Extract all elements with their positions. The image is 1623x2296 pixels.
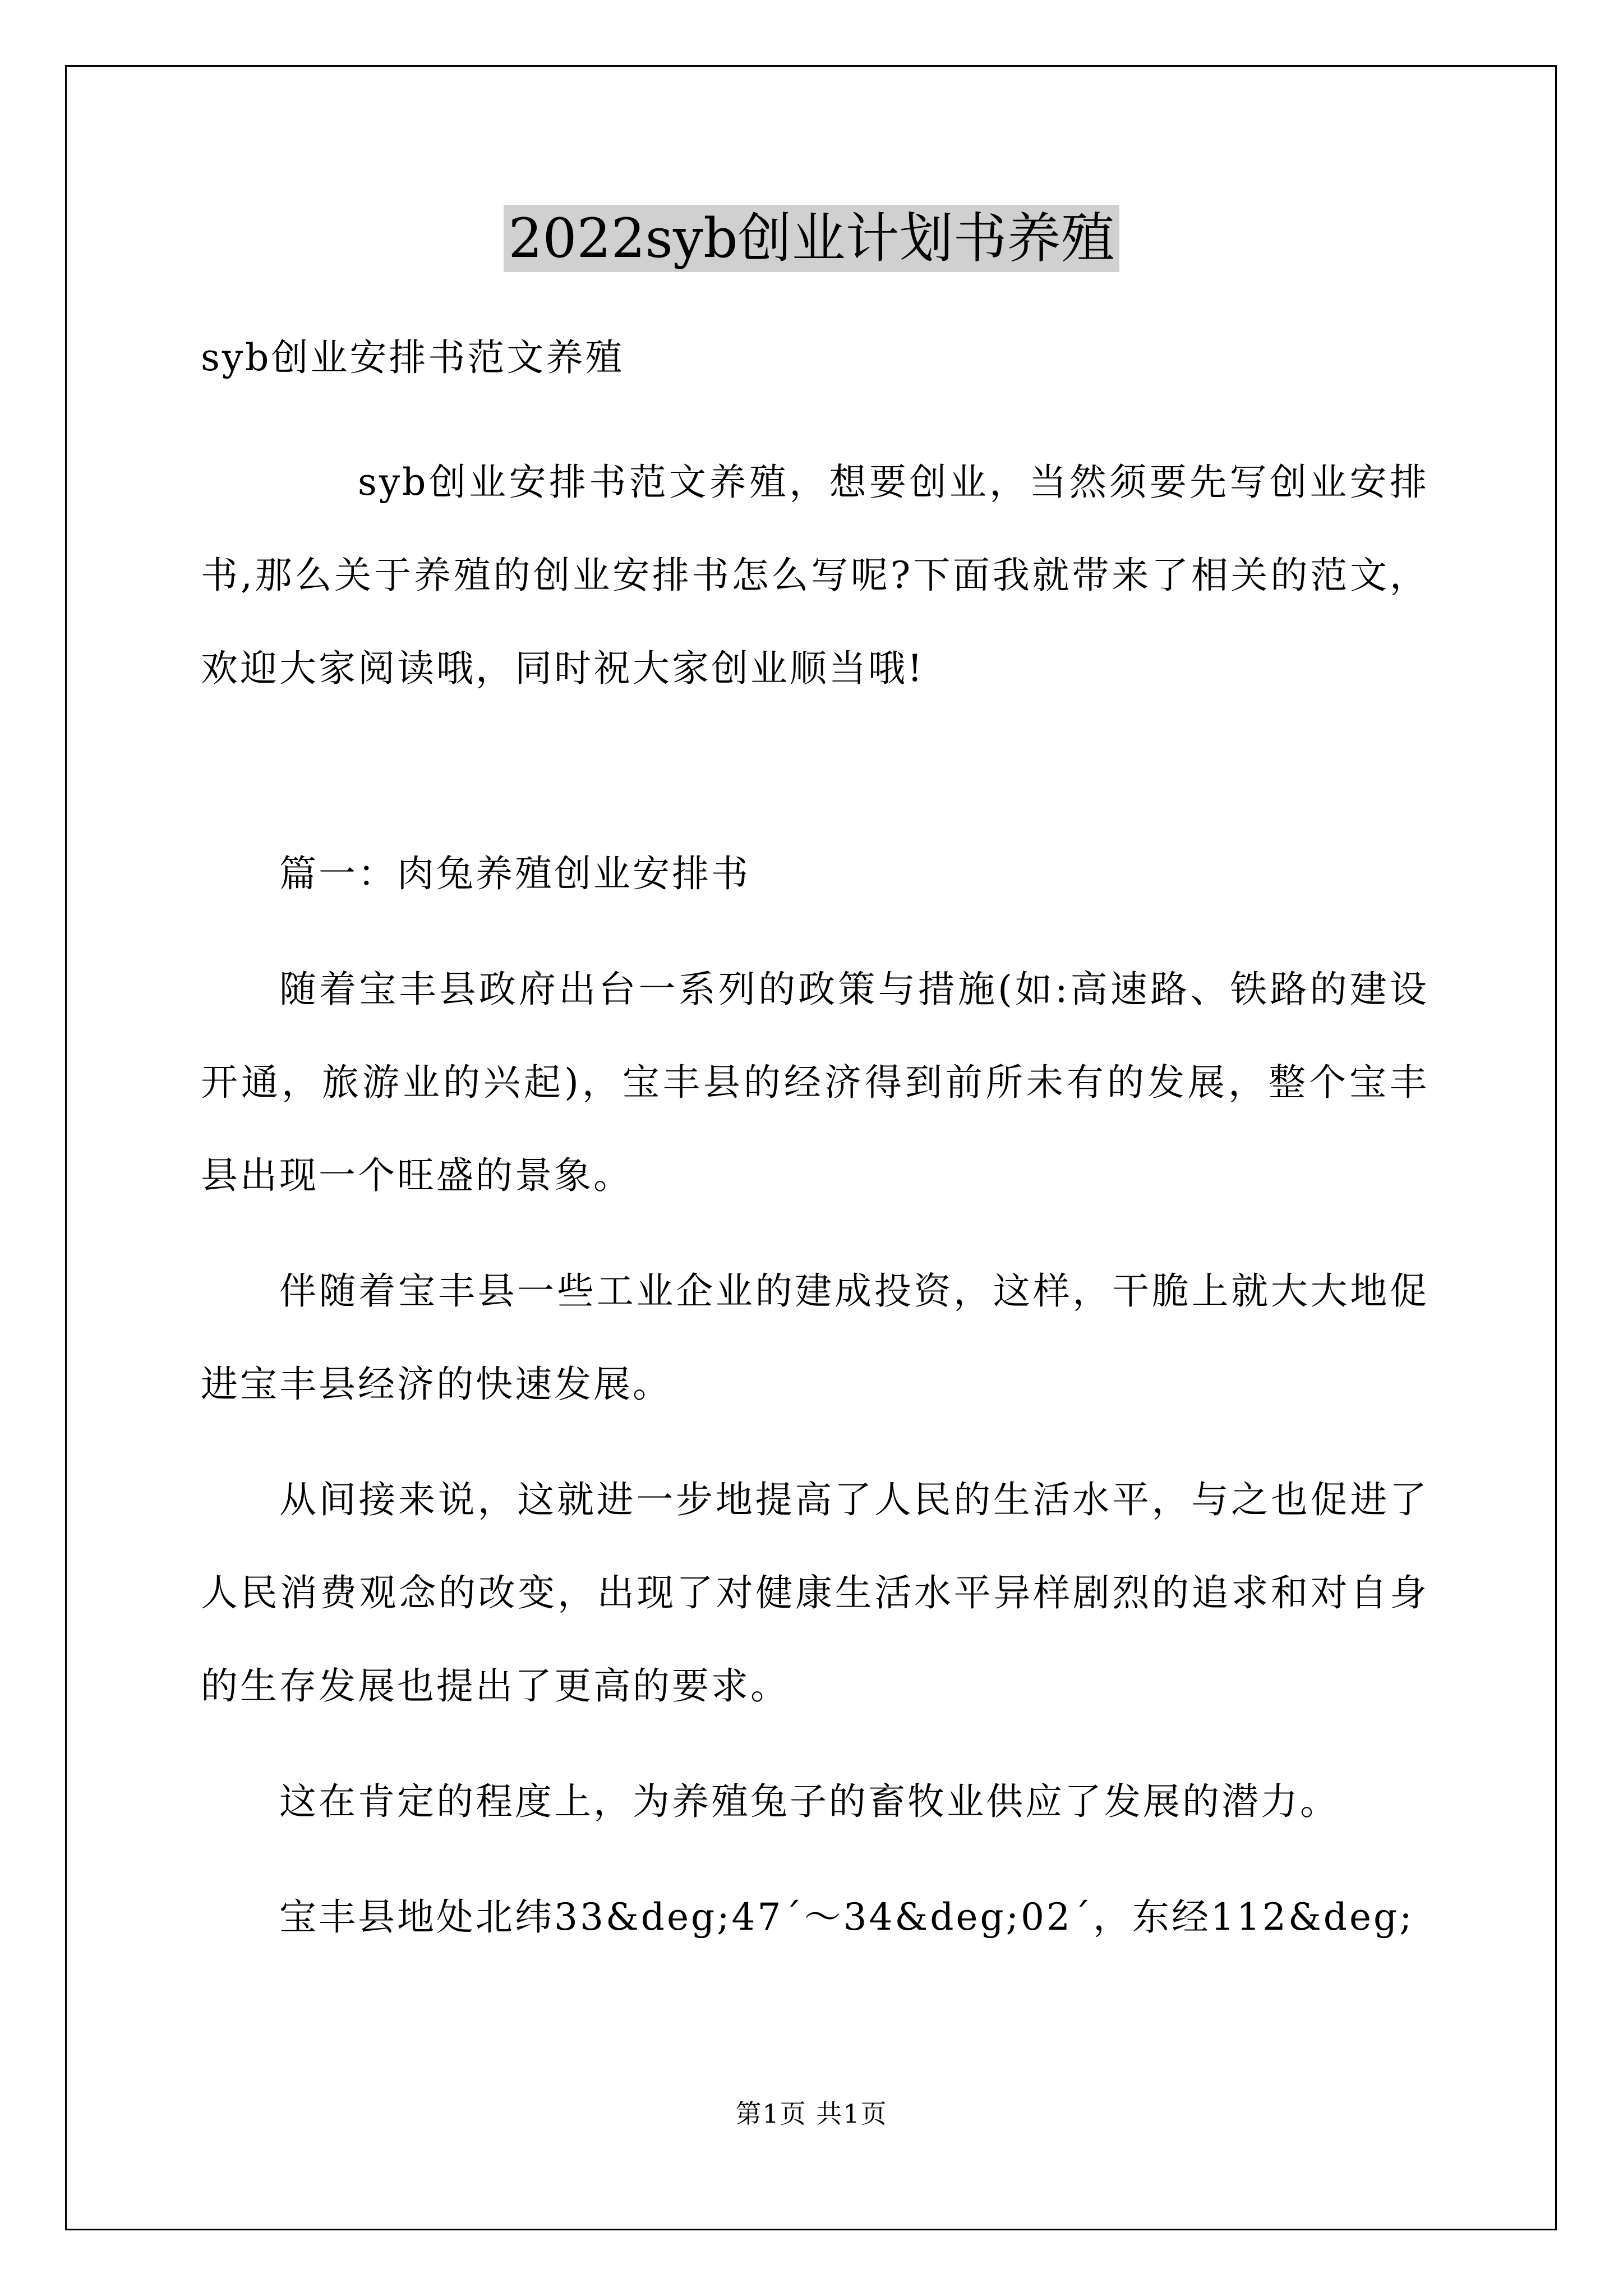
subtitle-paragraph: syb创业安排书范文养殖 — [201, 336, 625, 379]
document-title-text: 2022syb创业计划书养殖 — [504, 205, 1119, 272]
body-paragraph: 这在肯定的程度上，为养殖兔子的畜牧业供应了发展的潜力。 — [279, 1780, 1339, 1823]
body-paragraph: 宝丰县地处北纬33&deg;47´～34&deg;02´，东经112&deg; — [279, 1895, 1414, 1939]
intro-paragraph: syb创业安排书范文养殖，想要创业，当然须要先写创业安排书,那么关于养殖的创业安排书怎么写呢?下面我就带来了相关的范文，欢迎大家阅读哦，同时祝大家创业顺当哦! — [201, 461, 1429, 690]
page-number-footer: 第1页 共1页 — [735, 2099, 888, 2129]
body-paragraph: 随着宝丰县政府出台一系列的政策与措施(如:高速路、铁路的建设开通，旅游业的兴起)，宝丰县的经济得到前所未有的发展，整个宝丰县出现一个旺盛的景象。 — [201, 968, 1429, 1197]
document-title — [0, 202, 1623, 275]
section-heading: 篇一：肉兔养殖创业安排书 — [279, 852, 750, 895]
body-paragraph: 伴随着宝丰县一些工业企业的建成投资，这样，干脆上就大大地促进宝丰县经济的快速发展。 — [201, 1269, 1429, 1406]
body-paragraph: 从间接来说，这就进一步地提高了人民的生活水平，与之也促进了人民消费观念的改变，出现了对健康生活水平异样剧烈的追求和对自身的生存发展也提出了更高的要求。 — [201, 1478, 1429, 1708]
document-body — [201, 311, 1429, 1964]
